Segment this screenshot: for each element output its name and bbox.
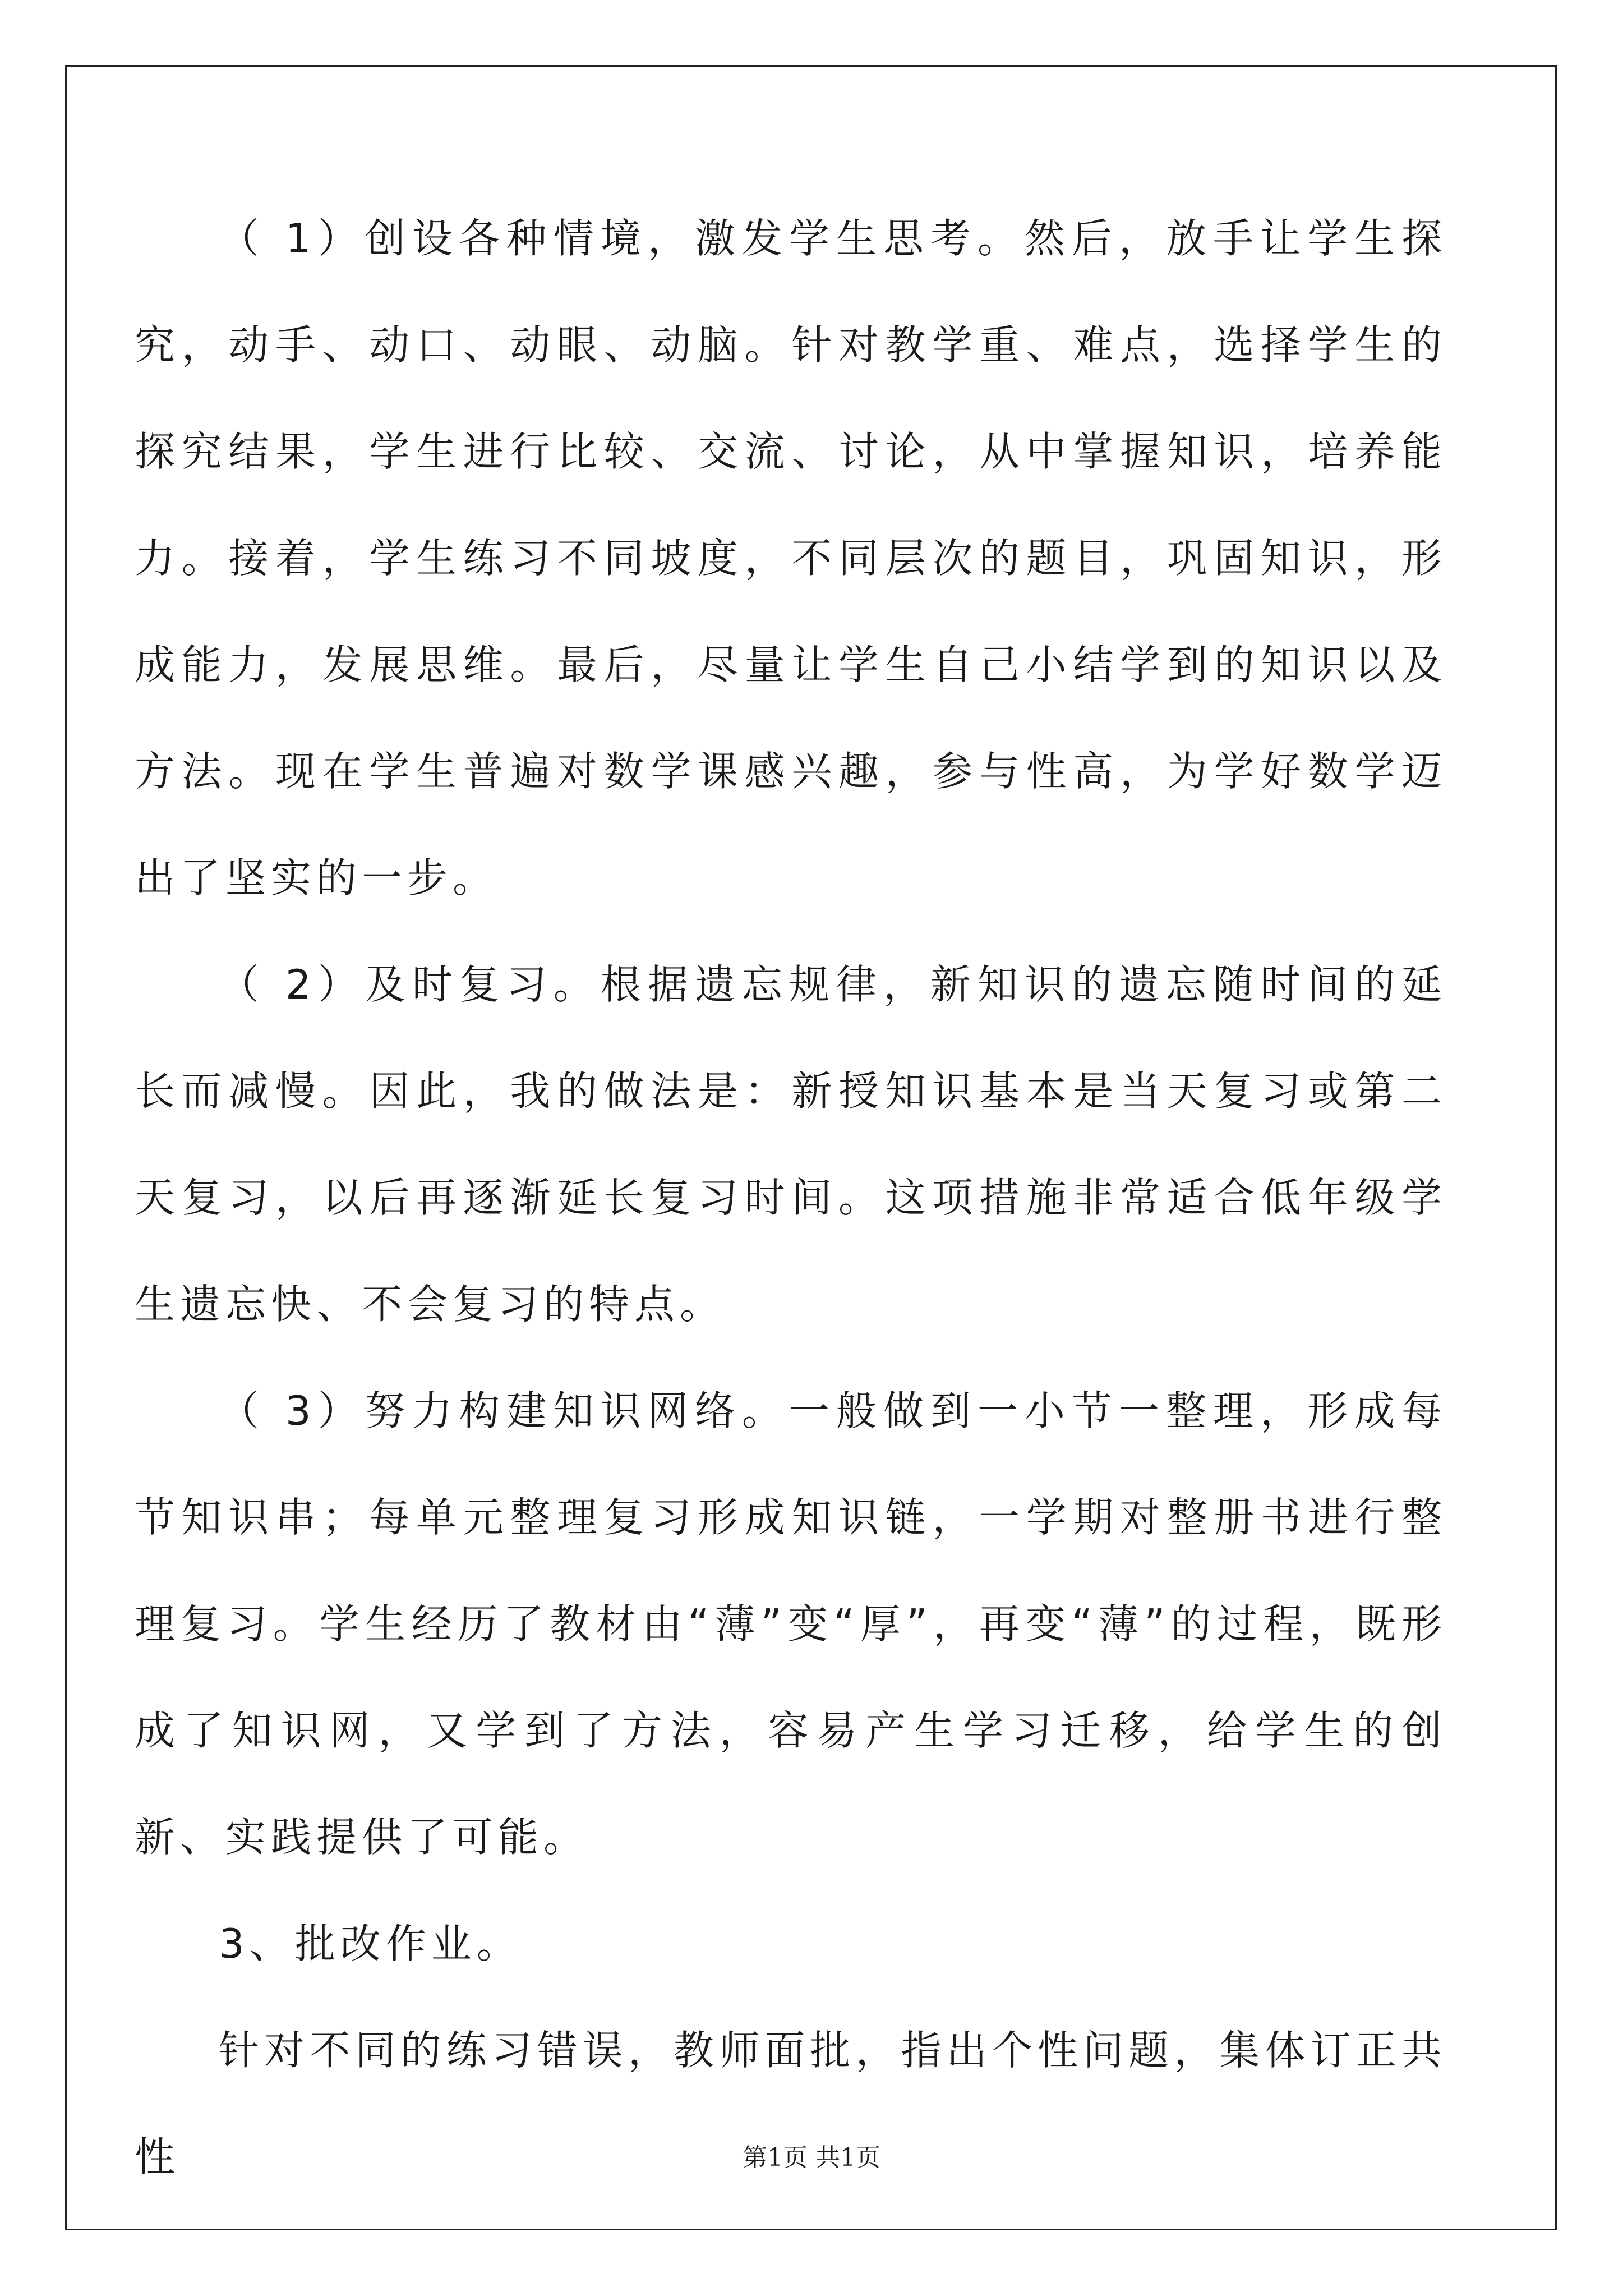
paragraph-4: 针对不同的练习错误，教师面批，指出个性问题，集体订正共性 (135, 2027, 1447, 2180)
paragraph-1: （ 1）创设各种情境，激发学生思考。然后，放手让学生探究，动手、动口、动眼、动脑。针对教学重、难点，选择学生的探究结果，学生进行比较、交流、讨论，从中掌握知识，培养能力。接着，学生练习不同坡度，不同层次的题目，巩固知识，形成能力，发展思维。最后，尽量让学生自己小结学到的知识以及方法。现在学生普遍对数学课感兴趣，参与性高，为学好数学迈出了坚实的一步。 (135, 215, 1447, 901)
document-body (135, 185, 1447, 2210)
section-heading-3: 3、批改作业。 (219, 1920, 522, 1967)
page-number-footer: 第1页 共1页 (743, 2143, 880, 2172)
paragraph-3: （ 3）努力构建知识网络。一般做到一小节一整理，形成每节知识串；每单元整理复习形成知识链，一学期对整册书进行整理复习。学生经历了教材由“薄”变“厚”，再变“薄”的过程，既形成了知识网，又学到了方法，容易产生学习迁移，给学生的创新、实践提供了可能。 (135, 1387, 1447, 1861)
paragraph-2: （ 2）及时复习。根据遗忘规律，新知识的遗忘随时间的延长而减慢。因此，我的做法是：新授知识基本是当天复习或第二天复习，以后再逐渐延长复习时间。这项措施非常适合低年级学生遗忘快、不会复习的特点。 (135, 961, 1447, 1328)
